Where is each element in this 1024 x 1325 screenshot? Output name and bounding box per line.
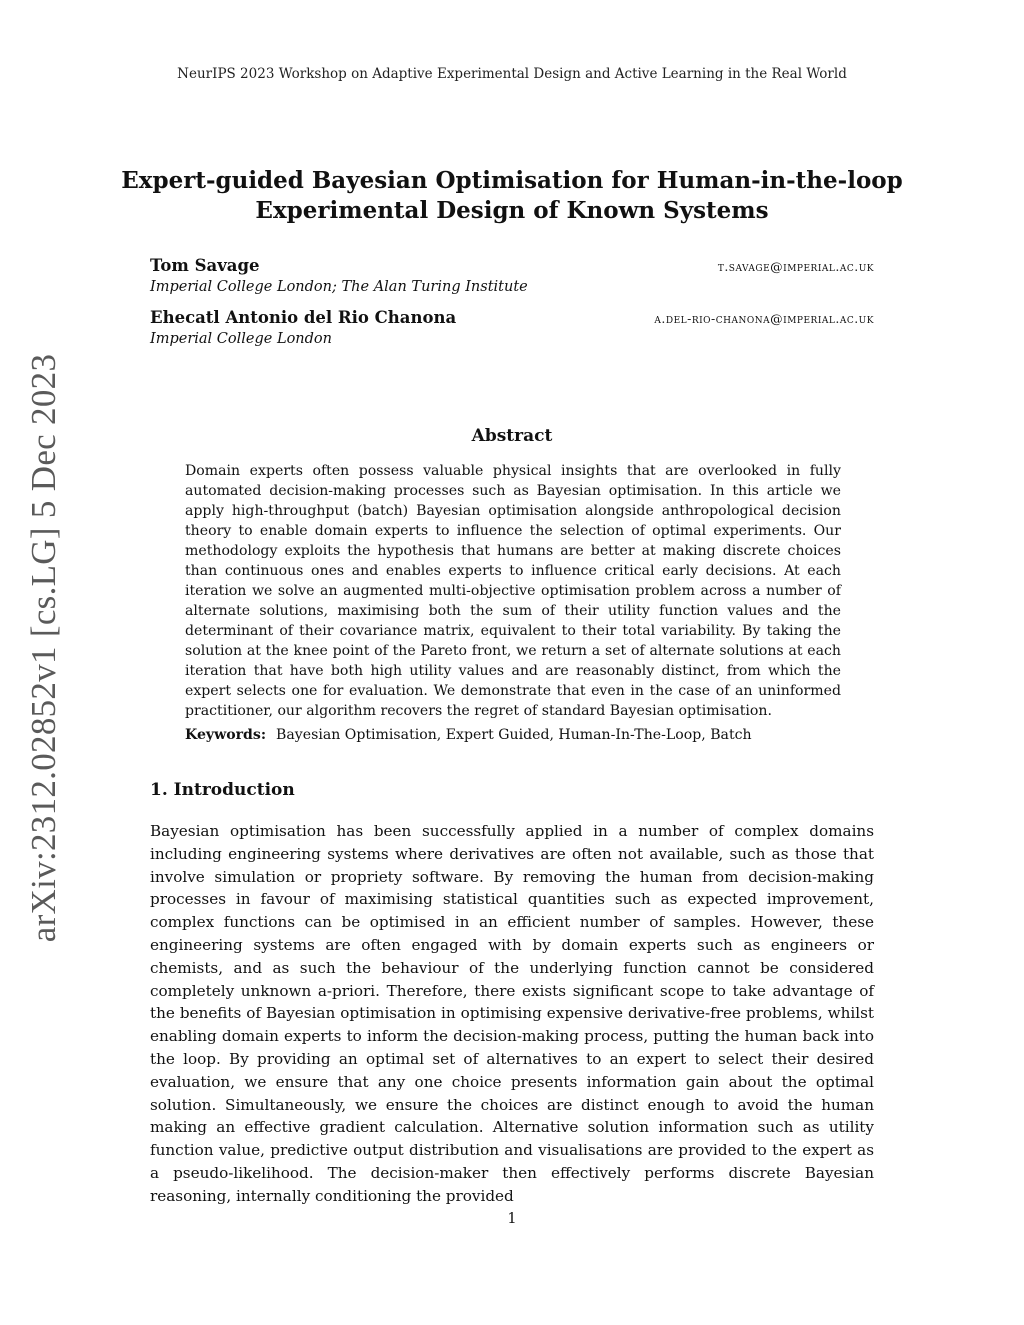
- author-email[interactable]: a.del-rio-chanona@imperial.ac.uk: [654, 311, 874, 326]
- paper-title: [120, 166, 904, 226]
- author-name: Ehecatl Antonio del Rio Chanona: [150, 308, 457, 327]
- author-block-1: [150, 256, 874, 295]
- abstract-text: Domain experts often possess valuable physical insights that are overlooked in fully automated decision-making processes such as Bayesian optimisation. In this article we apply high-throughput (batch) Bayesian optimisation alongside anthropological decision theory to enable domain experts to influence the selection of optimal experiments. Our methodology exploits the hypothesis that humans are better at making discrete choices than continuous ones and enables experts to influence critical early decisions. At each iteration we solve an augmented multi-objective optimisation problem across a number of alternate solutions, maximising both the sum of their utility function values and the determinant of their covariance matrix, equivalent to their total variability. By taking the solution at the knee point of the Pareto front, we return a set of alternate solutions at each iteration that have both high utility values and are reasonably distinct, from which the expert selects one for evaluation. We demonstrate that even in the case of an uninformed practitioner, our algorithm recovers the regret of standard Bayesian optimisation.: [185, 463, 841, 719]
- author-affiliation: Imperial College London; The Alan Turing Institute: [150, 279, 528, 295]
- keywords-text: Bayesian Optimisation, Expert Guided, Human-In-The-Loop, Batch: [276, 727, 752, 743]
- section-heading-introduction: 1. Introduction: [150, 780, 295, 800]
- arxiv-identifier-text: arXiv:2312.02852v1 [cs.LG] 5 Dec 2023: [24, 353, 64, 942]
- paper-title-line-1: Expert-guided Bayesian Optimisation for Human-in-the-loop: [121, 167, 903, 194]
- venue-header: NeurIPS 2023 Workshop on Adaptive Experimental Design and Active Learning in the Real World: [177, 66, 847, 82]
- paper-title-line-2: Experimental Design of Known Systems: [255, 197, 769, 224]
- author-name: Tom Savage: [150, 256, 260, 275]
- page-number: 1: [507, 1211, 517, 1227]
- introduction-paragraph: Bayesian optimisation has been successfully applied in a number of complex domains including engineering systems where derivatives are often not available, such as those that involve simulation or propriety software. By removing the human from decision-making processes in favour of maximising statistical quantities such as expected improvement, complex functions can be optimised in an efficient number of samples. However, these engineering systems are often engaged with by domain experts such as engineers or chemists, and as such the behaviour of the underlying function cannot be considered completely unknown a-priori. Therefore, there exists significant scope to take advantage of the benefits of Bayesian optimisation in optimising expensive derivative-free problems, whilst enabling domain experts to inform the decision-making process, putting the human back into the loop. By providing an optimal set of alternatives to an expert to select their desired evaluation, we ensure that any one choice presents information gain about the optimal solution. Simultaneously, we ensure the choices are distinct enough to avoid the human making an effective gradient calculation. Alternative solution information such as utility function value, predictive output distribution and visualisations are provided to the expert as a pseudo-likelihood. The decision-maker then effectively performs discrete Bayesian reasoning, internally conditioning the provided: [150, 822, 874, 1205]
- arxiv-identifier-stamp: [18, 353, 70, 942]
- author-block-2: [150, 308, 874, 347]
- keywords-line: [185, 727, 841, 743]
- keywords-label: Keywords:: [185, 727, 267, 743]
- author-affiliation: Imperial College London: [150, 331, 333, 347]
- author-email[interactable]: t.savage@imperial.ac.uk: [717, 259, 874, 274]
- abstract-heading: Abstract: [471, 426, 553, 446]
